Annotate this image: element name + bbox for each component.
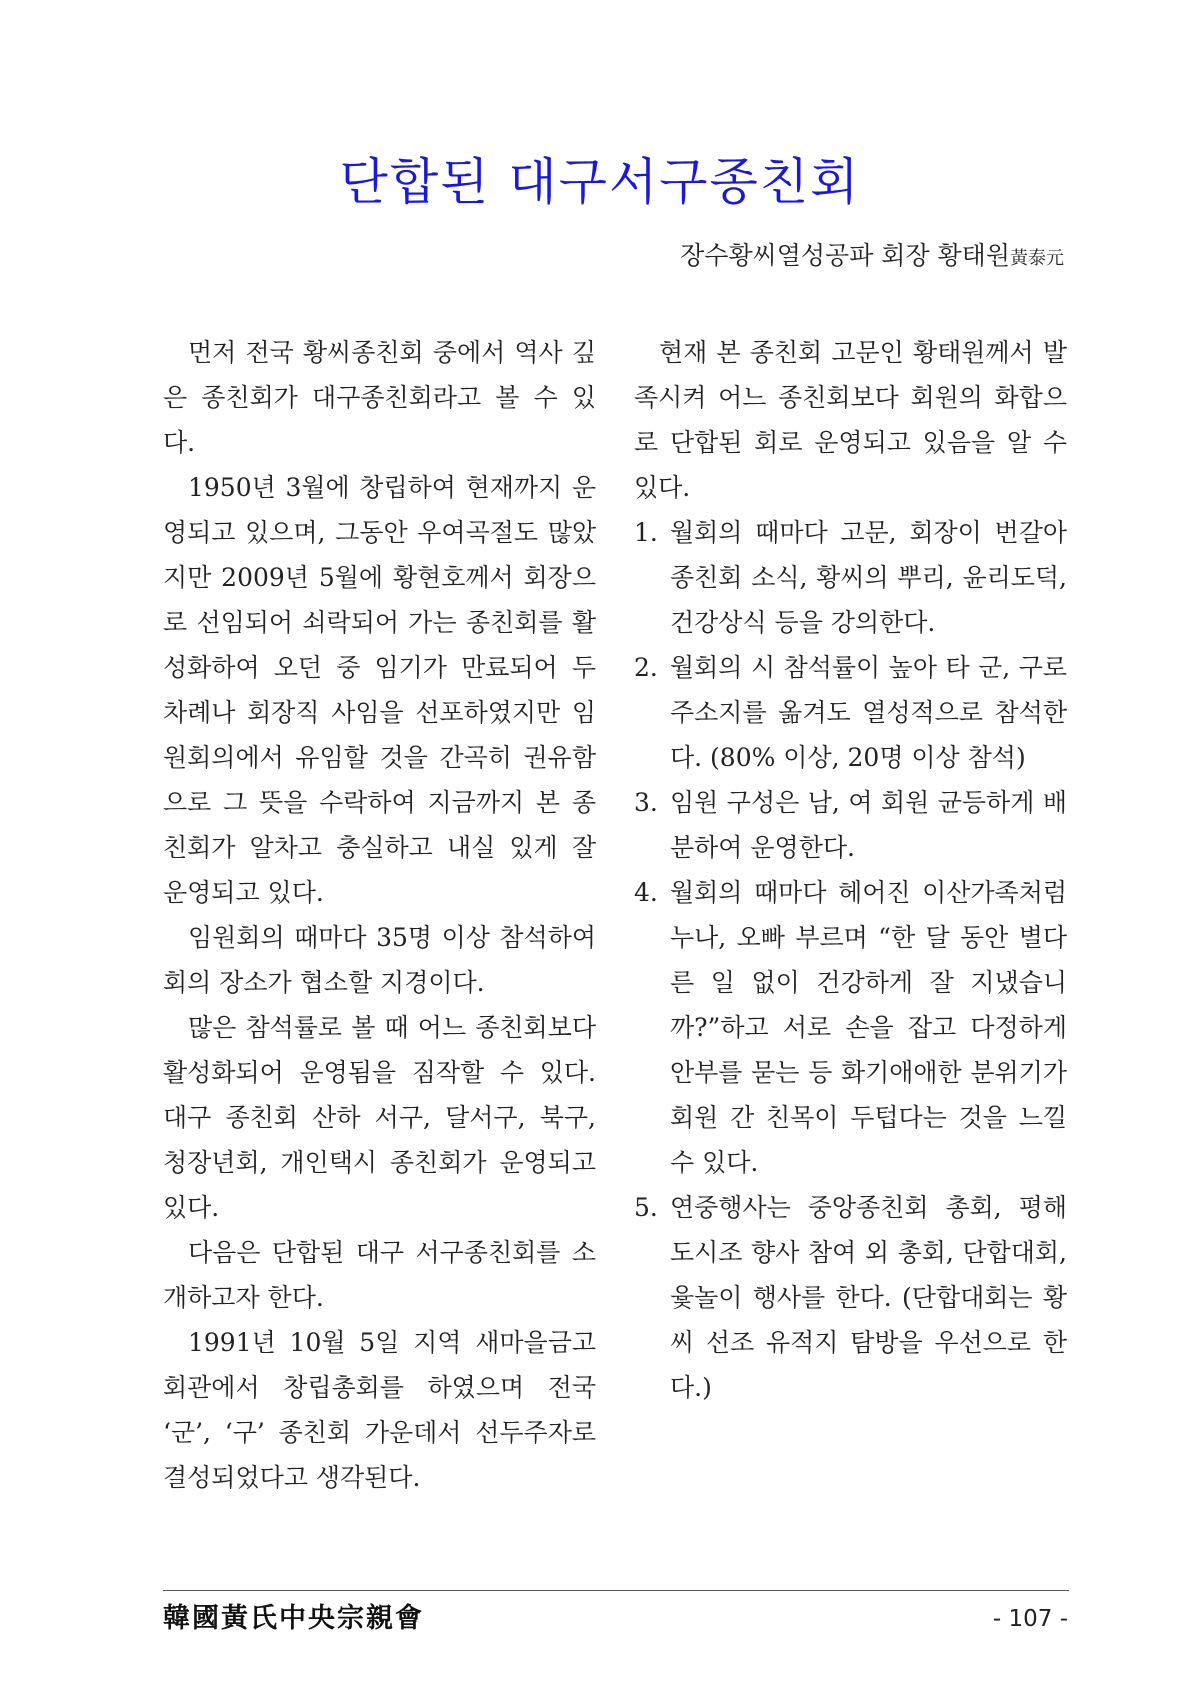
list-text: 월회의 때마다 고문, 회장이 번갈아 종친회 소식, 황씨의 뿌리, 윤리도덕, 건강상식 등을 강의한다. <box>670 518 1067 637</box>
list-number: 1. <box>634 518 658 547</box>
paragraph: 임원회의 때마다 35명 이상 참석하여 회의 장소가 협소할 지경이다. <box>163 923 596 997</box>
list-number: 4. <box>634 878 658 907</box>
paragraph: 1991년 10월 5일 지역 새마을금고 회관에서 창립총회를 하였으며 전국 ‘군’, ‘구’ 종친회 가운데서 선두주자로 결성되었다고 생각된다. <box>163 1328 596 1492</box>
list-item <box>634 645 1067 780</box>
list-text: 임원 구성은 남, 여 회원 균등하게 배분하여 운영한다. <box>670 788 1067 862</box>
author-name: 장수황씨열성공파 회장 황태원 <box>680 241 1010 270</box>
list-text: 연중행사는 중앙종친회 총회, 평해 도시조 향사 참여 외 총회, 단합대회, 윷놀이 행사를 한다. (단합대회는 황씨 선조 유적지 탐방을 우선으로 한다.) <box>670 1193 1067 1402</box>
list-number: 2. <box>634 653 658 682</box>
footer-publisher: 韓國黃氏中央宗親會 <box>163 1603 424 1634</box>
paragraph: 다음은 단합된 대구 서구종친회를 소개하고자 한다. <box>163 1238 596 1312</box>
list-number: 5. <box>634 1193 658 1222</box>
footer-divider <box>163 1590 1069 1591</box>
list-text: 월회의 때마다 헤어진 이산가족처럼 누나, 오빠 부르며 “한 달 동안 별다른 일 없이 건강하게 잘 지냈습니까?”하고 서로 손을 잡고 다정하게 안부를 묻는 등 화기애애한 분위기가 회원 간 친목이 두텁다는 것을 느낄 수 있다. <box>670 878 1067 1177</box>
left-column <box>163 330 596 1500</box>
author-hanja: 黃泰元 <box>1010 248 1064 269</box>
right-column <box>634 330 1067 1410</box>
list-item <box>634 870 1067 1185</box>
list-item <box>634 780 1067 870</box>
author-byline <box>680 238 1064 277</box>
list-text: 월회의 시 참석률이 높아 타 군, 구로 주소지를 옮겨도 열성적으로 참석한다. (80% 이상, 20명 이상 참석) <box>670 653 1067 772</box>
paragraph: 먼저 전국 황씨종친회 중에서 역사 깊은 종친회가 대구종친회라고 볼 수 있다. <box>163 338 596 457</box>
page-title: 단합된 대구서구종친회 <box>339 153 861 211</box>
paragraph: 많은 참석률로 볼 때 어느 종친회보다 활성화되어 운영됨을 짐작할 수 있다. 대구 종친회 산하 서구, 달서구, 북구, 청장년회, 개인택시 종친회가 운영되고 있다. <box>163 1013 596 1222</box>
list-item <box>634 1185 1067 1410</box>
page-number: - 107 - <box>992 1606 1068 1632</box>
list-number: 3. <box>634 788 658 817</box>
list-item <box>634 510 1067 645</box>
paragraph: 현재 본 종친회 고문인 황태원께서 발족시켜 어느 종친회보다 회원의 화합으로 단합된 회로 운영되고 있음을 알 수 있다. <box>634 338 1067 502</box>
paragraph: 1950년 3월에 창립하여 현재까지 운영되고 있으며, 그동안 우여곡절도 많았지만 2009년 5월에 황현호께서 회장으로 선임되어 쇠락되어 가는 종친회를 활성화하여 오던 중 임기가 만료되어 두 차례나 회장직 사임을 선포하였지만 임원회의에서 유임할 것을 간곡히 권유함으로 그 뜻을 수락하여 지금까지 본 종친회가 알차고 충실하고 내실 있게 잘 운영되고 있다. <box>163 473 596 907</box>
